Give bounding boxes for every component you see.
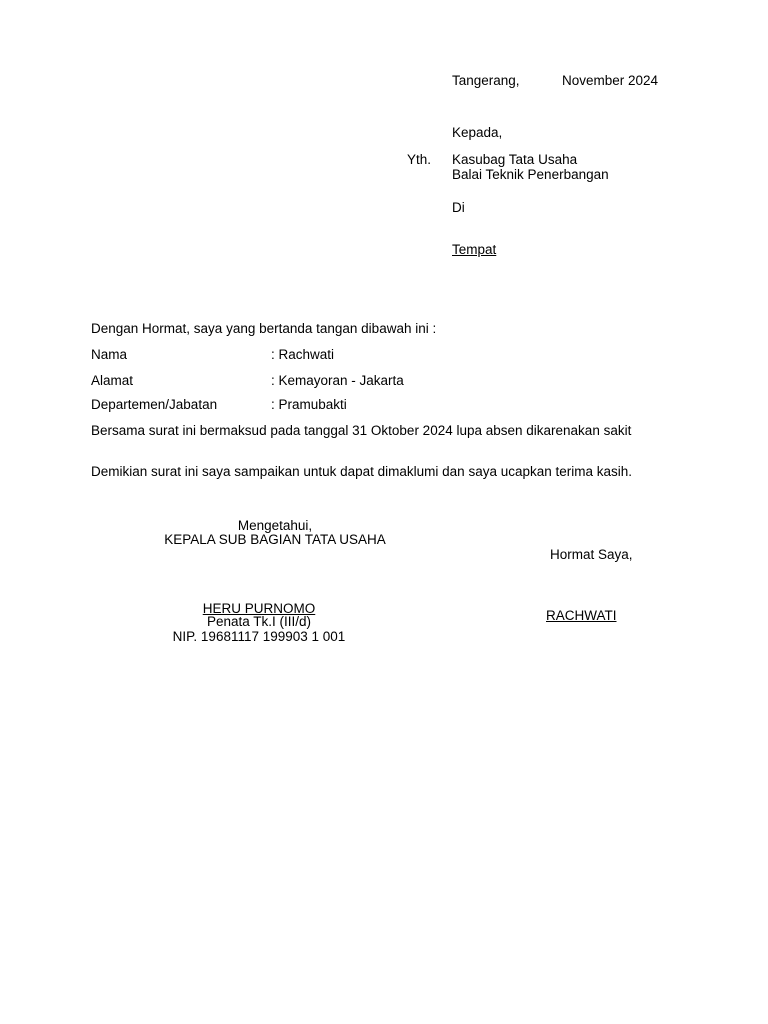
field-value-alamat: : Kemayoran - Jakarta bbox=[271, 373, 404, 388]
field-label-jabatan: Departemen/Jabatan bbox=[91, 397, 218, 412]
recipient-line2: Balai Teknik Penerbangan bbox=[452, 167, 609, 182]
hormat-saya-label: Hormat Saya, bbox=[550, 547, 633, 562]
letter-date: November 2024 bbox=[562, 73, 659, 88]
signer-left-nip: NIP. 19681117 199903 1 001 bbox=[172, 629, 346, 644]
mengetahui-label: Mengetahui, bbox=[237, 518, 313, 533]
signer-left-name: HERU PURNOMO bbox=[202, 601, 316, 616]
tempat-label: Tempat bbox=[452, 242, 497, 257]
paragraph-reason: Bersama surat ini bermaksud pada tanggal 31 Oktober 2024 lupa absen dikarenakan sakit bbox=[91, 423, 632, 438]
yth-label: Yth. bbox=[407, 152, 432, 167]
signer-left-rank: Penata Tk.I (III/d) bbox=[206, 614, 312, 629]
di-label: Di bbox=[452, 200, 465, 215]
city-label: Tangerang, bbox=[452, 73, 520, 88]
kasubag-title: KEPALA SUB BAGIAN TATA USAHA bbox=[164, 532, 386, 547]
field-value-nama: : Rachwati bbox=[271, 347, 335, 362]
field-label-nama: Nama bbox=[91, 347, 128, 362]
signer-right-name: RACHWATI bbox=[546, 608, 617, 623]
paragraph-closing: Demikian surat ini saya sampaikan untuk dapat dimaklumi dan saya ucapkan terima kasih. bbox=[91, 464, 633, 479]
opening-line: Dengan Hormat, saya yang bertanda tangan dibawah ini : bbox=[91, 321, 437, 336]
recipient-line1: Kasubag Tata Usaha bbox=[452, 152, 578, 167]
field-label-alamat: Alamat bbox=[91, 373, 134, 388]
field-value-jabatan: : Pramubakti bbox=[271, 397, 347, 412]
kepada-label: Kepada, bbox=[452, 125, 503, 140]
